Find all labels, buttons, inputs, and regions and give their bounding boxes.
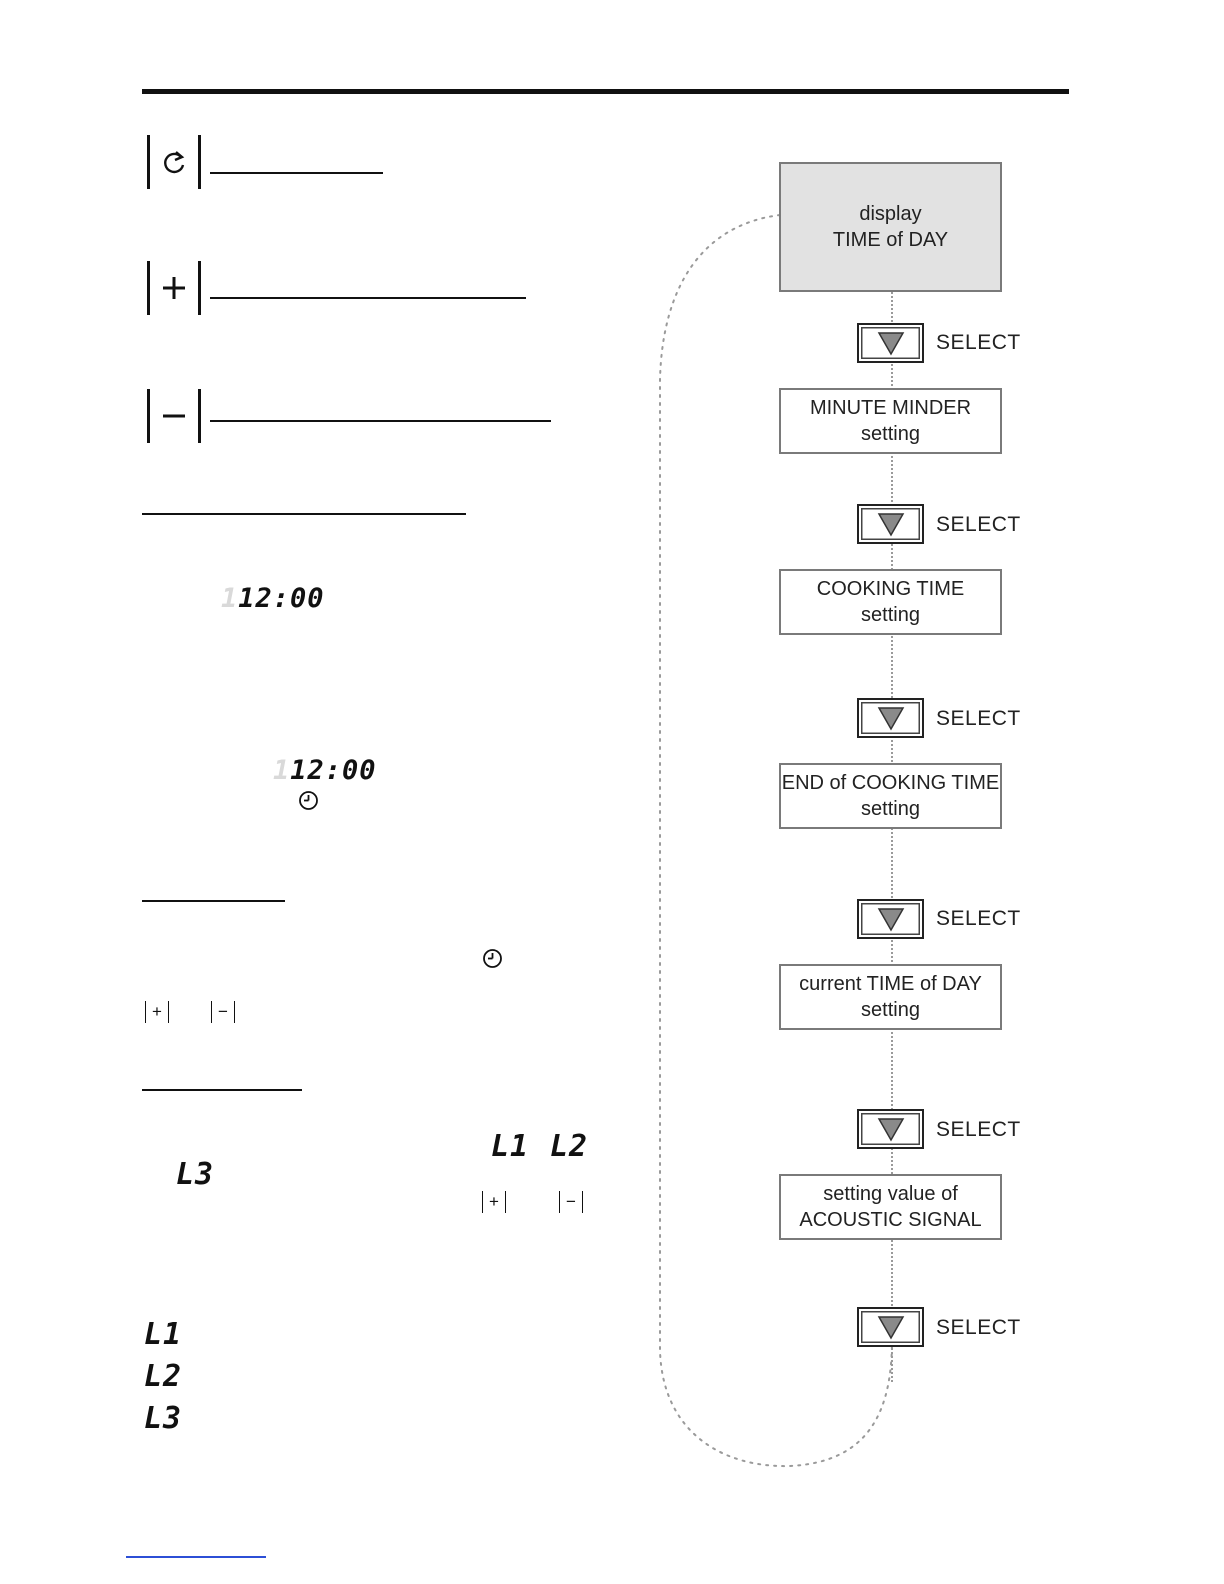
section-heading-underline-2: [142, 900, 285, 902]
section-heading-underline-3: [142, 1089, 302, 1091]
time-display-ghost-digit: 1: [221, 583, 239, 614]
select-label: SELECT: [936, 1316, 1021, 1339]
level-display-l2: L2: [550, 1129, 589, 1164]
levels-list-item: L3: [144, 1401, 183, 1436]
time-display-value: 12:00: [238, 583, 325, 614]
cycle-arrow-icon: [159, 147, 189, 177]
flow-box-line-2: TIME of DAY: [832, 229, 949, 251]
levels-list: [144, 1317, 183, 1446]
flow-box-line-1: END of COOKING TIME: [781, 772, 1000, 794]
down-triangle-icon: [876, 906, 906, 932]
minus-button[interactable]: [147, 389, 201, 443]
flow-box-line-2: ACOUSTIC SIGNAL: [799, 1209, 982, 1231]
down-triangle-icon: [876, 1116, 906, 1142]
flow-box-line-2: setting: [861, 604, 920, 626]
plus-icon: [160, 274, 188, 302]
down-triangle-icon: [876, 1314, 906, 1340]
select-label: SELECT: [936, 1118, 1021, 1141]
levels-list-item: L1: [144, 1317, 183, 1352]
small-plus-button[interactable]: +: [145, 1001, 169, 1023]
flow-box-line-1: current TIME of DAY: [799, 973, 982, 995]
plus-button[interactable]: [147, 261, 201, 315]
select-button[interactable]: [857, 323, 924, 363]
flow-box-minute-minder: [779, 388, 1002, 454]
level-display-l3: L3: [176, 1157, 215, 1192]
flow-box-line-1: setting value of: [823, 1183, 958, 1205]
flow-box-line-2: setting: [861, 999, 920, 1021]
flow-box-display-time-of-day: [779, 162, 1002, 292]
flow-box-acoustic-signal: [779, 1174, 1002, 1240]
down-triangle-icon: [876, 330, 906, 356]
plus-button-line: [210, 297, 526, 299]
levels-list-item: L2: [144, 1359, 183, 1394]
small-minus-button[interactable]: −: [211, 1001, 235, 1023]
time-display: [221, 585, 325, 612]
footer-link-underline[interactable]: [126, 1556, 266, 1558]
down-triangle-icon: [876, 511, 906, 537]
time-display-clock-value: 12:00: [290, 755, 377, 786]
minus-icon: [160, 402, 188, 430]
select-label: SELECT: [936, 513, 1021, 536]
clock-icon: [298, 790, 319, 811]
flow-box-line-2: setting: [861, 423, 920, 445]
small-plus-button[interactable]: +: [482, 1191, 506, 1213]
select-button[interactable]: [857, 1307, 924, 1347]
flow-box-line-1: COOKING TIME: [816, 578, 965, 600]
time-display-clock: [273, 757, 377, 784]
section-heading-underline-1: [142, 513, 466, 515]
clock-icon: [482, 948, 503, 969]
select-button[interactable]: [857, 1109, 924, 1149]
down-triangle-icon: [876, 705, 906, 731]
top-rule: [142, 89, 1069, 94]
select-label: SELECT: [936, 907, 1021, 930]
level-display-l1: L1: [491, 1129, 530, 1164]
program-button-line: [210, 172, 383, 174]
small-minus-button[interactable]: −: [559, 1191, 583, 1213]
select-label: SELECT: [936, 707, 1021, 730]
flow-box-line-1: MINUTE MINDER: [809, 397, 972, 419]
time-display-clock-ghost-digit: 1: [273, 755, 291, 786]
flow-box-current-time-of-day: [779, 964, 1002, 1030]
select-button[interactable]: [857, 504, 924, 544]
program-button[interactable]: [147, 135, 201, 189]
flow-box-end-of-cooking-time: [779, 763, 1002, 829]
flow-box-line-1: display: [859, 203, 922, 225]
minus-button-line: [210, 420, 551, 422]
select-button[interactable]: [857, 899, 924, 939]
select-label: SELECT: [936, 331, 1021, 354]
select-button[interactable]: [857, 698, 924, 738]
flow-box-cooking-time: [779, 569, 1002, 635]
flow-box-line-2: setting: [861, 798, 920, 820]
